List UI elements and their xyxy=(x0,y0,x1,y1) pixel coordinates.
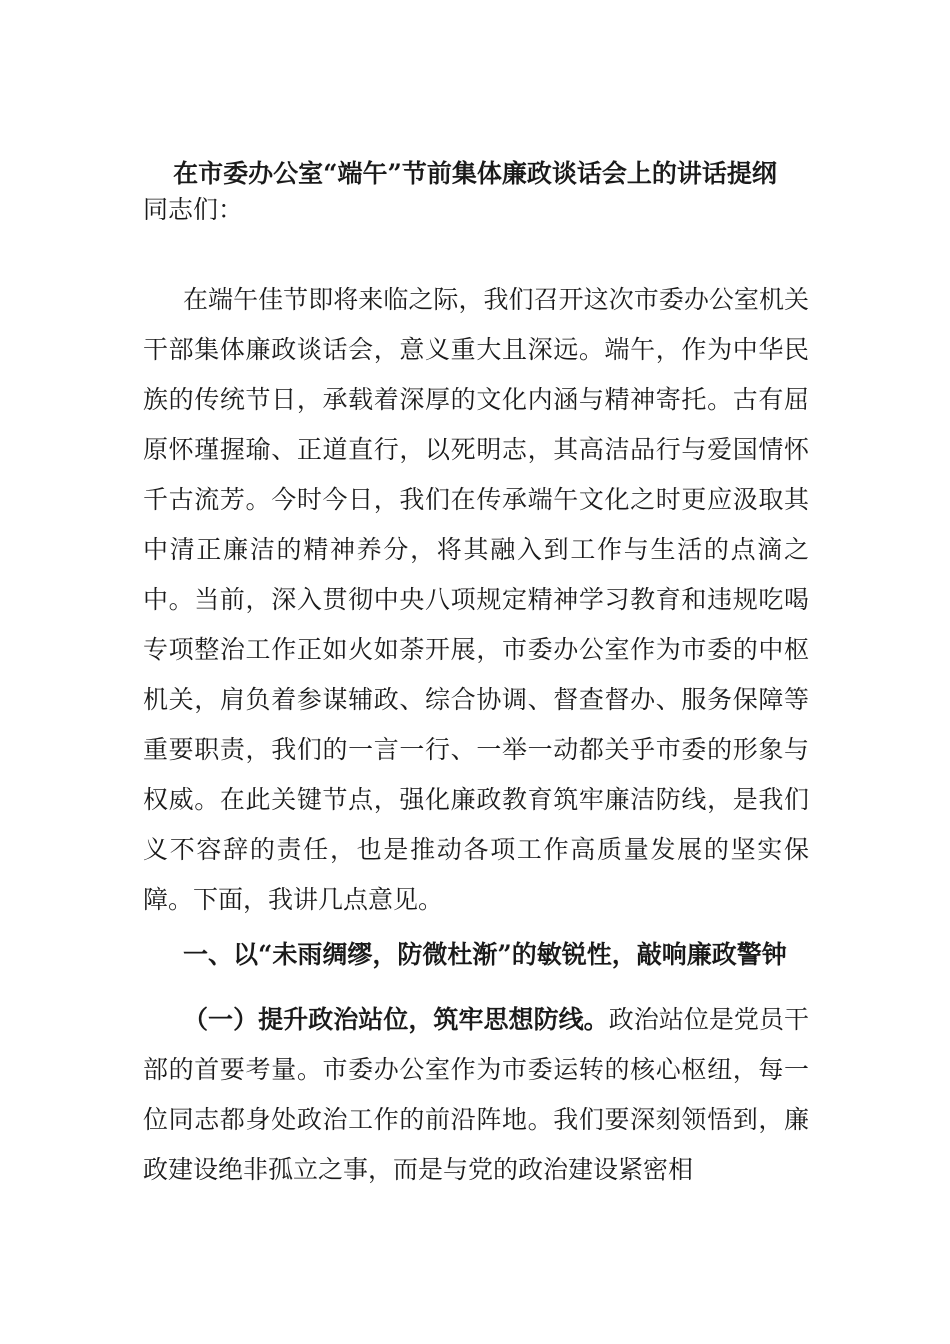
body-paragraph-intro: 在端午佳节即将来临之际，我们召开这次市委办公室机关干部集体廉政谈话会，意义重大且深远。端午，作为中华民族的传统节日，承载着深厚的文化内涵与精神寄托。古有屈原怀瑾握瑜、正道直行，以死明志，其高洁品行与爱国情怀千古流芳。今时今日，我们在传承端午文化之时更应汲取其中清正廉洁的精神养分，将其融入到工作与生活的点滴之中。当前，深入贯彻中央八项规定精神学习教育和违规吃喝专项整治工作正如火如荼开展，市委办公室作为市委的中枢机关，肩负着参谋辅政、综合协调、督查督办、服务保障等重要职责，我们的一言一行、一举一动都关乎市委的形象与权威。在此关键节点，强化廉政教育筑牢廉洁防线，是我们义不容辞的责任，也是推动各项工作高质量发展的坚实保障。下面，我讲几点意见。 xyxy=(143,285,809,914)
document-title: 在市委办公室“端午”节前集体廉政谈话会上的讲话提纲 xyxy=(173,159,777,188)
subsection-body: 政治站位是党员干部的首要考量。市委办公室作为市委运转的核心枢纽，每一位同志都身处政治工作的前沿阵地。我们要深刻领悟到，廉政建设绝非孤立之事，而是与党的政治建设紧密相 xyxy=(143,1005,809,1184)
body-paragraph-subsection-1 xyxy=(143,995,809,1195)
salutation: 同志们： xyxy=(143,195,244,224)
section-heading-1: 一、以“未雨绸缪，防微杜渐”的敏锐性，敲响廉政警钟 xyxy=(183,940,787,969)
subsection-lead: （一）提升政治站位，筑牢思想防线。 xyxy=(183,1005,609,1034)
